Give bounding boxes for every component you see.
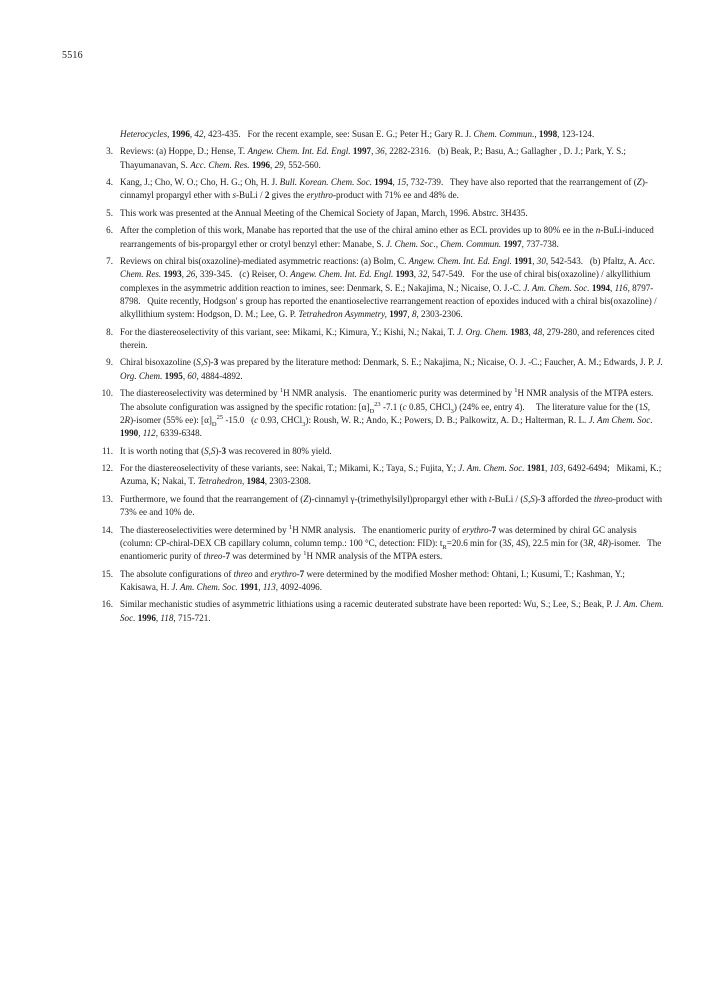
reference-text: It is worth noting that (S,S)-3 was recovered in 80% yield. xyxy=(120,445,332,456)
reference-text: For the diastereoselectivity of these variants, see: Nakai, T.; Mikami, K.; Taya, S.; Fujita, Y.; J. Am. Chem. Soc. 1981, 103, 6492-6494; Mikami, K.; Azuma, K; Nakai, T. Tetrahedron, 1984, 2303-2308. xyxy=(120,463,662,487)
reference-text: Furthermore, we found that the rearrangement of (Z)-cinnamyl γ-(trimethylsilyl)propargyl ether with t-BuLi / (S,S)-3 afforded the threo-product with 73% ee and 10% de. xyxy=(120,493,663,518)
reference-text: Similar mechanistic studies of asymmetric lithiations using a racemic deuterated substrate have been reported: Wu, S.; Lee, S.; Beak, P. J. Am. Chem. Soc. 1996, 118, 715-721. xyxy=(120,599,664,623)
reference-item xyxy=(96,207,664,220)
reference-number: 16. xyxy=(101,599,113,610)
reference-text: Kang, J.; Cho, W. O.; Cho, H. G.; Oh, H. J. Bull. Korean. Chem. Soc. 1994, 15, 732-739. They have also reported that the rearrangement of (Z)-cinnamyl propargyl ether with s-BuLi / 2 gives the erythro-product with 71% ee and 48% de. xyxy=(120,177,648,201)
reference-item xyxy=(96,524,664,564)
reference-number: 15. xyxy=(101,568,113,579)
reference-number: 7. xyxy=(106,255,113,266)
reference-number: 8. xyxy=(106,326,113,337)
reference-item xyxy=(96,568,664,595)
reference-number: 14. xyxy=(101,524,113,535)
reference-number: 6. xyxy=(106,225,113,236)
reference-item xyxy=(96,598,664,625)
reference-text: The absolute configurations of threo and erythro-7 were determined by the modified Mosher method: Ohtani, I.; Kusumi, T.; Kashman, Y.; Kakisawa, H. J. Am. Chem. Soc. 1991, 113, 4092-4096. xyxy=(120,568,625,592)
reference-number: 13. xyxy=(101,493,113,504)
reference-number: 9. xyxy=(106,357,113,368)
reference-item xyxy=(96,445,664,458)
reference-text: After the completion of this work, Manabe has reported that the use of the chiral amino ether as ECL provides up to 80% ee in the n-BuLi-induced rearrangements of bis-propargyl ether or crotyl benzyl ether: Manabe, S. J. Chem. Soc., Chem. Commun. 1997, 737-738. xyxy=(120,225,654,249)
reference-text: The diastereoselectivity was determined by $^1$H NMR analysis. The enantiomeric purity was determined by $^1$H NMR analysis of the MTPA esters. The absolute configuration was assigned by the specific rotation: $[\alpha]_D^{23}$ -7.1 (c 0.85, CHCl$_3$) (24% ee, entry 4). The literature value for the (1S, 2R)-isomer (55% ee): $[\alpha]_D^{25}$ -15.0 (c 0.93, CHCl$_3$): Roush, W. R.; Ando, K.; Powers, D. B.; Palkowitz, A. D.; Halterman, R. L. J. Am Chem. Soc. 1990, 112, 6339-6348. xyxy=(120,387,658,439)
reference-number: 5. xyxy=(106,207,113,218)
reference-text: Reviews: (a) Hoppe, D.; Hense, T. Angew. Chem. Int. Ed. Engl. 1997, 36, 2282-2316. (b) Beak, P.; Basu, A.; Gallagher , D. J.; Park, Y. S.; Thayumanavan, S. Acc. Chem. Res. 1996, 29, 552-560. xyxy=(120,146,626,170)
reference-item xyxy=(96,387,664,440)
reference-number: 11. xyxy=(101,445,113,456)
reference-item xyxy=(96,145,664,172)
reference-number: 3. xyxy=(106,146,113,157)
reference-item xyxy=(96,128,664,141)
reference-item xyxy=(96,493,664,520)
reference-text: Chiral bisoxazoline (S,S)-3 was prepared by the literature method: Denmark, S. E.; Nakajima, N.; Nicaise, O. J. -C.; Faucher, A. M.; Edwards, J. P. J. Org. Chem. 1995, 60, 4884-4892. xyxy=(120,357,663,381)
page-number: 5516 xyxy=(62,50,83,61)
reference-text: Heterocycles, 1996, 42, 423-435. For the recent example, see: Susan E. G.; Peter H.; Gary R. J. Chem. Commun., 1998, 123-124. xyxy=(120,129,595,139)
reference-list xyxy=(96,128,664,629)
reference-text: The diastereoselectivities were determined by $^1$H NMR analysis. The enantiomeric purity of erythro-7 was determined by chiral GC analysis (column: CP-chiral-DEX CB capillary column, column temp.: 100 °C, detection: FID): $t_R=20.6$ min for (3S, 4S), 22.5 min for (3R, 4R)-isomer. The enantiomeric purity of threo-7 was determined by $^1$H NMR analysis of the MTPA esters. xyxy=(120,523,662,562)
reference-item xyxy=(96,462,664,489)
reference-number: 4. xyxy=(106,177,113,188)
reference-item xyxy=(96,255,664,322)
reference-item xyxy=(96,224,664,251)
reference-text: Reviews on chiral bis(oxazoline)-mediated asymmetric reactions: (a) Bolm, C. Angew. Chem. Int. Ed. Engl. 1991, 30, 542-543. (b) Pfaltz, A. Acc. Chem. Res. 1993, 26, 339-345. (c) Reiser, O. Angew. Chem. Int. Ed. Engl. 1993, 32, 547-549. For the use of chiral bis(oxazoline) / alkyllithium complexes in the asymmetric addition reaction to imines, see: Denmark, S. E.; Nakajima, N.; Nicaise, O. J.-C. J. Am. Chem. Soc. 1994, 116, 8797-8798. Quite recently, Hodgson' s group has reported the enantioselective rearrangement reaction of epoxides induced with a chiral bis(oxazoline) / alkyllithium system: Hodgson, D. M.; Lee, G. P. Tetrahedron Asymmetry, 1997, 8, 2303-2306. xyxy=(120,255,657,320)
reference-item xyxy=(96,326,664,353)
reference-number: 12. xyxy=(101,463,113,474)
reference-item xyxy=(96,176,664,203)
reference-number: 10. xyxy=(101,388,113,399)
reference-text: This work was presented at the Annual Meeting of the Chemical Society of Japan, March, 1996. Abstrc. 3H435. xyxy=(120,207,528,218)
reference-text: For the diastereoselectivity of this variant, see: Mikami, K.; Kimura, Y.; Kishi, N.; Nakai, T. J. Org. Chem. 1983, 48, 279-280, and references cited therein. xyxy=(120,326,655,351)
reference-item xyxy=(96,356,664,383)
